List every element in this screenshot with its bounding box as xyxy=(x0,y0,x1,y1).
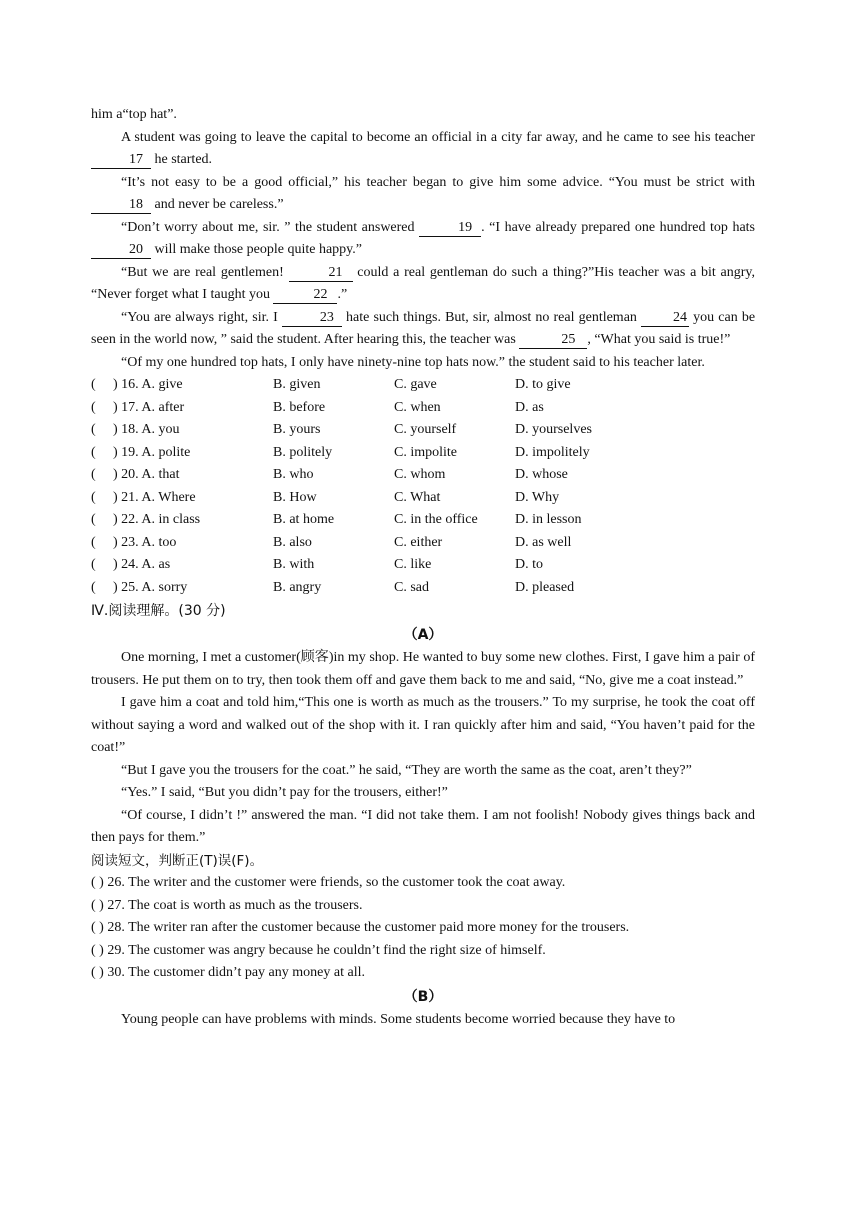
tf-question-28: ( ) 28. The writer ran after the customer because the customer paid more money for the trousers. xyxy=(91,920,630,935)
tf-question-29: ( ) 29. The customer was angry because he couldn’t find the right size of himself. xyxy=(91,942,546,958)
blank-17: 17 xyxy=(91,152,151,169)
option-d: D. to xyxy=(515,557,543,572)
passage-b-paragraph-1: Young people can have problems with minds. Some students become worried because they have to xyxy=(121,1011,676,1027)
option-row-24: ( ) 24. A. as B. with C. like D. to xyxy=(91,554,755,577)
section-title-reading: Ⅳ.阅读理解。(30 分) xyxy=(91,603,226,619)
blank-25: 25 xyxy=(519,332,587,349)
cloze-paragraph-5: “You are always right, sir. I 23 hate such things. But, sir, almost no real gentleman 24 you can be seen in the world now, ” said the student. After hearing this, the teacher was 25 , “What you said is true!” xyxy=(91,309,756,347)
cloze-paragraph-4: “But we are real gentlemen! 21 could a real gentleman do such a thing?”His teacher was a bit angry, “Never forget what I taught you 22 .” xyxy=(91,264,756,302)
option-row-19: ( ) 19. A. polite B. politely C. impolite D. impolitely xyxy=(91,442,755,465)
instruction-tf: 阅读短文，判断正(T)误(F)。 xyxy=(91,852,264,869)
passage-a-paragraph-3: “But I gave you the trousers for the coat.” he said, “They are worth the same as the coat, aren’t they?” xyxy=(121,762,692,778)
option-d: D. Why xyxy=(515,489,560,505)
blank-22: 22 xyxy=(273,287,337,304)
option-d: D. whose xyxy=(515,467,568,482)
option-d: D. impolitely xyxy=(515,444,590,460)
question-25: ) 25. A. sorry xyxy=(113,579,188,595)
option-b: B. also xyxy=(273,534,312,550)
exam-page xyxy=(91,104,755,1031)
question-21: ) 21. A. Where xyxy=(113,489,196,505)
question-17: ) 17. A. after xyxy=(113,399,185,415)
option-c: C. yourself xyxy=(394,422,457,437)
question-19: ) 19. A. polite xyxy=(113,444,191,460)
question-20: ) 20. A. that xyxy=(113,467,180,482)
passage-a-paragraph-4: “Yes.” I said, “But you didn’t pay for the trousers, either!” xyxy=(121,785,448,800)
options-list xyxy=(91,374,755,599)
option-row-18: ( ) 18. A. you B. yours C. yourself D. yourselves xyxy=(91,419,755,442)
option-b: B. with xyxy=(273,557,315,572)
option-c: C. whom xyxy=(394,467,446,482)
cloze-paragraph-6: “Of my one hundred top hats, I only have ninety-nine top hats now.” the student said to his teacher later. xyxy=(121,354,705,370)
option-b: B. politely xyxy=(273,444,333,460)
option-row-20: ( ) 20. A. that B. who C. whom D. whose xyxy=(91,464,755,487)
option-c: C. like xyxy=(394,557,432,572)
option-d: D. to give xyxy=(515,377,571,392)
option-row-23: ( ) 23. A. too B. also C. either D. as well xyxy=(91,532,755,555)
tf-question-27: ( ) 27. The coat is worth as much as the trousers. xyxy=(91,897,363,913)
option-d: D. in lesson xyxy=(515,512,582,527)
cloze-paragraph-2: “It’s not easy to be a good official,” his teacher began to give him some advice. “You must be strict with 18 and never be careless.” xyxy=(91,172,755,217)
blank-23: 23 xyxy=(282,310,342,327)
option-c: C. What xyxy=(394,489,441,505)
passage-b-title: （B） xyxy=(403,988,443,1005)
option-d: D. as xyxy=(515,399,544,415)
option-b: B. angry xyxy=(273,579,322,595)
tf-question-30: ( ) 30. The customer didn’t pay any money at all. xyxy=(91,965,365,980)
passage-a-paragraph-1: One morning, I met a customer(顾客)in my shop. He wanted to buy some new clothes. First, I gave him a pair of trousers. He put them on to try, then took them off and gave them back to me and said, “No, give me a coat instead.” xyxy=(91,650,755,688)
cloze-paragraph-1: A student was going to leave the capital to become an official in a city far away, and he came to see his teacher 17 he started. xyxy=(91,127,755,172)
option-b: B. yours xyxy=(273,422,321,437)
option-row-16: ( ) 16. A. give B. given C. gave D. to give xyxy=(91,374,755,397)
cloze-paragraph-3: “Don’t worry about me, sir. ” the student answered 19 . “I have already prepared one hundred top hats 20 will make those people quite happy.” xyxy=(91,217,755,262)
question-16: ) 16. A. give xyxy=(113,377,183,392)
blank-18: 18 xyxy=(91,197,151,214)
option-b: B. before xyxy=(273,399,326,415)
blank-21: 21 xyxy=(289,265,353,282)
question-22: ) 22. A. in class xyxy=(113,512,201,527)
question-18: ) 18. A. you xyxy=(113,422,180,437)
option-row-21: ( ) 21. A. Where B. How C. What D. Why xyxy=(91,487,755,510)
blank-24: 24 xyxy=(641,310,689,327)
option-c: C. gave xyxy=(394,377,437,392)
question-23: ) 23. A. too xyxy=(113,534,177,550)
option-row-22: ( ) 22. A. in class B. at home C. in the office D. in lesson xyxy=(91,509,755,532)
option-c: C. impolite xyxy=(394,444,457,460)
option-d: D. pleased xyxy=(515,579,575,595)
question-24: ) 24. A. as xyxy=(113,557,171,572)
passage-a-paragraph-5: “Of course, I didn’t !” answered the man. “I did not take them. I am not foolish! Nobody gives things back and then pays for them.” xyxy=(91,807,755,845)
option-b: B. who xyxy=(273,467,314,482)
option-b: B. given xyxy=(273,377,321,392)
option-d: D. as well xyxy=(515,534,572,550)
passage-a-title: （A） xyxy=(403,627,443,643)
blank-20: 20 xyxy=(91,242,151,259)
option-b: B. How xyxy=(273,489,317,505)
option-c: C. in the office xyxy=(394,512,478,527)
option-d: D. yourselves xyxy=(515,422,592,437)
option-b: B. at home xyxy=(273,512,335,527)
option-row-25: ( ) 25. A. sorry B. angry C. sad D. pleased xyxy=(91,577,755,600)
cloze-line-0: him a“top hat”. xyxy=(91,107,177,122)
passage-a-paragraph-2: I gave him a coat and told him,“This one is worth as much as the trousers.” To my surprise, he took the coat off without saying a word and walked out of the shop with it. I ran quickly after him and said, “You haven’t paid for the coat!” xyxy=(91,695,755,755)
tf-question-26: ( ) 26. The writer and the customer were friends, so the customer took the coat away. xyxy=(91,875,566,890)
option-c: C. when xyxy=(394,399,441,415)
blank-19: 19 xyxy=(419,220,481,237)
option-c: C. sad xyxy=(394,579,429,595)
option-c: C. either xyxy=(394,534,443,550)
option-row-17: ( ) 17. A. after B. before C. when D. as xyxy=(91,397,755,420)
